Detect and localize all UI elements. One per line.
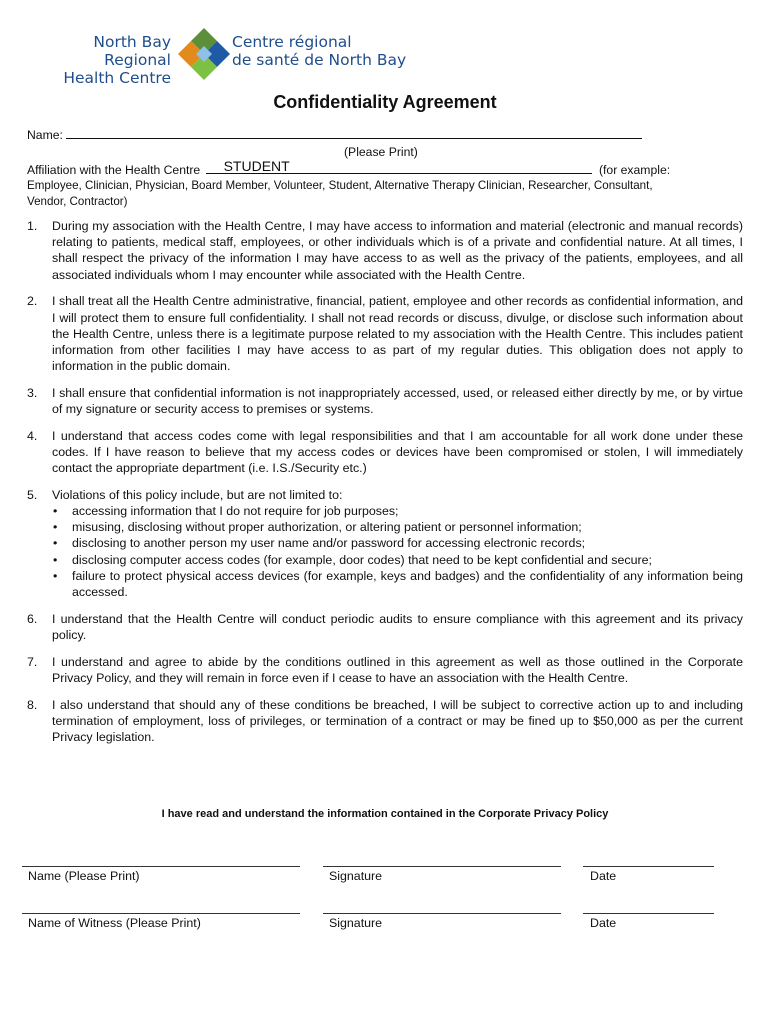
violation-item bbox=[52, 552, 743, 568]
signature-line[interactable] bbox=[323, 866, 561, 867]
logo-en-line2: Health Centre bbox=[63, 69, 171, 87]
item-text: I understand that the Health Centre will conduct periodic audits to ensure compliance with this agreement and its privacy policy. bbox=[52, 611, 743, 642]
witness-signature-line[interactable] bbox=[323, 913, 561, 914]
violation-text: misusing, disclosing without proper authorization, or altering patient or personnel information; bbox=[72, 520, 582, 535]
agreement-item bbox=[27, 611, 743, 643]
item-text: Violations of this policy include, but are not limited to: bbox=[52, 487, 343, 502]
bullet-dot-icon: • bbox=[53, 568, 58, 583]
bullet-dot-icon: • bbox=[53, 552, 58, 567]
affiliation-examples-line2: Vendor, Contractor) bbox=[27, 195, 128, 208]
name-row bbox=[27, 127, 642, 142]
violation-item bbox=[52, 568, 743, 600]
item-number: 1. bbox=[27, 219, 38, 233]
date-line[interactable] bbox=[583, 866, 714, 867]
item-number: 3. bbox=[27, 385, 38, 400]
name-label: Name: bbox=[27, 128, 63, 142]
name-signature-line[interactable] bbox=[22, 866, 300, 867]
agreement-item bbox=[27, 654, 743, 686]
item-text: I shall ensure that confidential information is not inappropriately accessed, used, or released either directly by me, or by virtue of my signature or security access to premises or systems. bbox=[52, 385, 743, 417]
item-text: I understand that access codes come with legal responsibilities and that I am accountable for all work done under these codes. If I have reason to believe that my access codes or devices have been compromised or stolen, I will immediately contact the appropriate department (i.e. I.S./Security etc.) bbox=[52, 428, 743, 476]
bullet-dot-icon: • bbox=[53, 504, 58, 519]
violation-text: accessing information that I do not require for job purposes; bbox=[72, 504, 399, 519]
affiliation-examples-line1: Employee, Clinician, Physician, Board Member, Volunteer, Student, Alternative Therapy Clinician, Researcher, Consultant, bbox=[27, 179, 653, 192]
affiliation-row bbox=[27, 158, 671, 177]
logo-mark-icon bbox=[177, 26, 231, 82]
violations-list bbox=[52, 503, 743, 600]
agreement-item bbox=[27, 385, 743, 417]
witness-name-line[interactable] bbox=[22, 913, 300, 914]
agreement-items bbox=[27, 218, 743, 756]
bullet-dot-icon: • bbox=[53, 520, 58, 535]
violation-item bbox=[52, 535, 743, 551]
page-title: Confidentiality Agreement bbox=[273, 92, 497, 112]
item-number: 7. bbox=[27, 654, 38, 669]
item-number: 2. bbox=[27, 294, 38, 309]
agreement-item bbox=[27, 697, 743, 746]
affiliation-field[interactable] bbox=[206, 158, 592, 174]
witness-date-label: Date bbox=[590, 916, 617, 930]
witness-signature-label: Signature bbox=[329, 916, 383, 930]
violation-item bbox=[52, 503, 743, 519]
item-text: During my association with the Health Centre, I may have access to information and material (electronic and manual records) relating to patients, medical staff, employees, or other individuals which is of a private and confidential nature. At all times, I shall respect the privacy of the information I may have access to as well as the privacy of the patients, employees, and all associated individuals whom I may encounter while associated with the Health Centre. bbox=[52, 219, 743, 282]
logo-fr-line1: Centre régional bbox=[232, 33, 352, 51]
acknowledgement-statement: I have read and understand the information contained in the Corporate Privacy Policy bbox=[161, 808, 609, 820]
please-print-hint: (Please Print) bbox=[344, 145, 418, 159]
organization-logo bbox=[27, 26, 407, 87]
item-number: 5. bbox=[27, 487, 38, 502]
signature-label: Signature bbox=[329, 869, 383, 883]
agreement-item bbox=[27, 487, 743, 600]
bullet-dot-icon: • bbox=[53, 536, 58, 551]
witness-date-line[interactable] bbox=[583, 913, 714, 914]
agreement-item bbox=[27, 293, 743, 374]
witness-name-label: Name of Witness (Please Print) bbox=[28, 916, 201, 930]
item-text: I understand and agree to abide by the conditions outlined in this agreement as well as those outlined in the Corporate Privacy Policy, and they will remain in force even if I cease to have an association with the Health Centre. bbox=[52, 654, 743, 685]
logo-french-name bbox=[232, 33, 412, 69]
agreement-item bbox=[27, 218, 743, 283]
item-text: I shall treat all the Health Centre administrative, financial, patient, employee and other records as confidential information, and I will protect them to ensure full confidentiality. I shall not read records or discuss, divulge, or disclose such information about the Health Centre, unless there is a legitimate purpose related to my association with the Health Centre. This includes patient information from other facilities I may have access to as part of my regular duties. This obligation does not apply to information in the public domain. bbox=[52, 294, 743, 374]
for-example-label: (for example: bbox=[598, 163, 671, 177]
affiliation-value: STUDENT bbox=[223, 158, 290, 174]
agreement-item bbox=[27, 428, 743, 477]
affiliation-label: Affiliation with the Health Centre bbox=[27, 163, 201, 177]
violation-text: failure to protect physical access devices (for example, keys and badges) and the confidentiality of any information being accessed. bbox=[72, 568, 743, 600]
item-text: I also understand that should any of these conditions be breached, I will be subject to corrective action up to and including termination of employment, loss of privileges, or termination of a contract or may be fined up to $50,000 as per the current Privacy legislation. bbox=[52, 697, 743, 744]
logo-fr-line2: de santé de North Bay bbox=[232, 51, 407, 69]
item-number: 8. bbox=[27, 697, 38, 712]
violation-item bbox=[52, 519, 743, 535]
logo-en-line1: North Bay Regional bbox=[93, 33, 171, 69]
violation-text: disclosing computer access codes (for example, door codes) that need to be kept confidential and secure; bbox=[72, 552, 652, 567]
item-number: 4. bbox=[27, 428, 38, 443]
logo-english-name bbox=[27, 33, 171, 87]
name-print-label: Name (Please Print) bbox=[28, 869, 140, 883]
date-label: Date bbox=[590, 869, 617, 883]
item-number: 6. bbox=[27, 611, 38, 626]
violation-text: disclosing to another person my user name and/or password for accessing electronic records; bbox=[72, 536, 586, 551]
name-field[interactable] bbox=[66, 127, 642, 139]
